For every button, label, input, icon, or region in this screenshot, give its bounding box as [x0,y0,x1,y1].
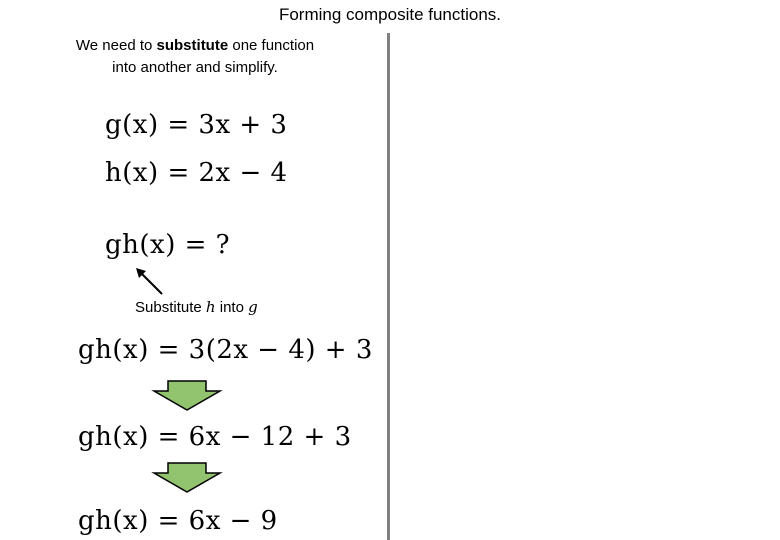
equation-gh-question: gh(x) = ? [105,230,231,260]
equation-step1: gh(x) = 3(2x − 4) + 3 [78,335,373,365]
intro-prefix: We need to [75,37,157,54]
intro-emphasis: substitute [156,37,229,54]
equation-step3: gh(x) = 6x − 9 [78,506,278,536]
note-middle: into [215,299,249,316]
substitute-note [135,298,258,316]
down-arrow-icon [152,462,224,494]
note-var-g: g [248,298,258,316]
equation-step2: gh(x) = 6x − 12 + 3 [78,422,352,452]
intro-text [40,35,350,79]
page-title: Forming composite functions. [278,5,502,24]
equation-g: g(x) = 3x + 3 [105,110,288,140]
note-prefix: Substitute [135,299,206,316]
down-arrow-icon [152,380,224,412]
intro-line2: into another and simplify. [112,59,278,76]
pointer-arrow-icon [130,262,170,302]
equation-h: h(x) = 2x − 4 [105,158,288,188]
vertical-divider [387,33,390,540]
note-var-h: h [205,298,216,316]
intro-line1-rest: one function [228,37,315,54]
